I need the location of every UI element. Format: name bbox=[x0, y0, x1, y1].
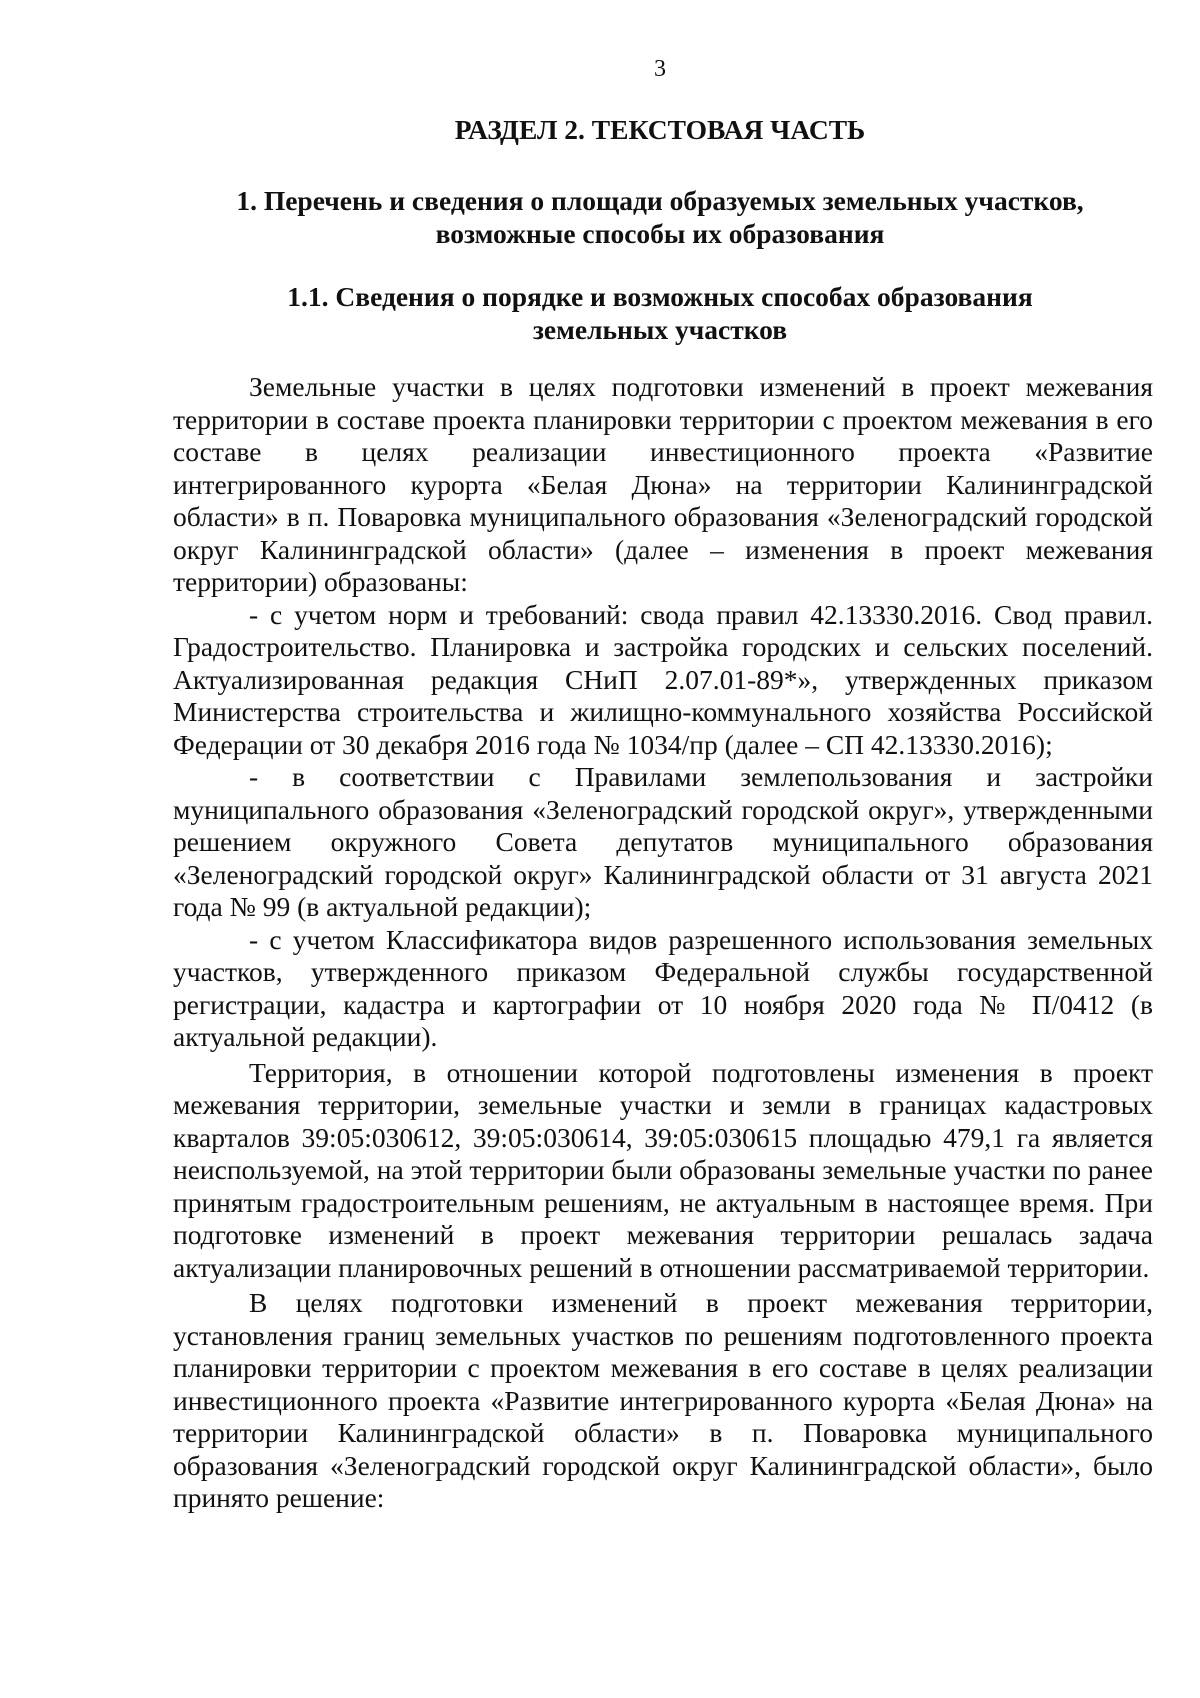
heading-1-1-line-2: земельных участков bbox=[532, 314, 788, 345]
section-heading-text: РАЗДЕЛ 2. ТЕКСТОВАЯ ЧАСТЬ bbox=[454, 114, 866, 145]
heading-1-line-1: 1. Перечень и сведения о площади образуемых земельных участков, bbox=[236, 185, 1084, 216]
paragraph-item-rules: - в соответствии с Правилами землепользования и застройки муниципального образования «Зеленоградский городской округ», утвержденными решением окружного Совета депутатов муниципального образования «Зеленоградский городской округ» Калининградской области от 31 августа 2021 года № 99 (в актуальной редакции); bbox=[173, 761, 1153, 922]
paragraph-item-classifier: - с учетом Классификатора видов разрешенного использования земельных участков, утвержденного приказом Федеральной службы государственной регистрации, кадастра и картографии от 10 ноября 2020 года № П/0412 (в актуальной редакции). bbox=[173, 923, 1153, 1052]
paragraph-intro: Земельные участки в целях подготовки изменений в проект межевания территории в составе проекта планировки территории с проектом межевания в его составе в целях реализации инвестиционного проекта «Развитие интегрированного курорта «Белая Дюна» на территории Калининградской области» в п. Поваровка муниципального образования «Зеленоградский городской округ Калининградской области» (далее – изменения в проект межевания территории) образованы: bbox=[173, 371, 1153, 597]
paragraph-territory: Территория, в отношении которой подготовлены изменения в проект межевания территории, земельные участки и земли в границах кадастровых кварталов 39:05:030612, 39:05:030614, 39:05:030615 площадью 479,1 га является неиспользуемой, на этой территории были образованы земельные участки по ранее принятым градостроительным решениям, не актуальным в настоящее время. При подготовке изменений в проект межевания территории решалась задача актуализации планировочных решений в отношении рассматриваемой территории. bbox=[173, 1056, 1153, 1283]
heading-1-1-line-1: 1.1. Сведения о порядке и возможных способах образования bbox=[287, 281, 1033, 312]
heading-1 bbox=[0, 184, 1200, 250]
page-number: 3 bbox=[654, 56, 666, 82]
paragraph-decision: В целях подготовки изменений в проект межевания территории, установления границ земельных участков по решениям подготовленного проекта планировки территории с проектом межевания в его составе в целях реализации инвестиционного проекта «Развитие интегрированного курорта «Белая Дюна» на территории Калининградской области» в п. Поваровка муниципального образования «Зеленоградский городской округ Калининградской области», было принято решение: bbox=[173, 1287, 1153, 1513]
body-text bbox=[173, 371, 1153, 1515]
heading-1-line-2: возможные способы их образования bbox=[435, 218, 885, 249]
heading-1-1 bbox=[0, 280, 1200, 346]
paragraph-item-sp: - с учетом норм и требований: свода правил 42.13330.2016. Свод правил. Градостроительство. Планировка и застройка городских и сельских поселений. Актуализированная редакция СНиП 2.07.01-89*», утвержденных приказом Министерства строительства и жилищно-коммунального хозяйства Российской Федерации от 30 декабря 2016 года № 1034/пр (далее – СП 42.13330.2016); bbox=[173, 598, 1153, 760]
section-heading bbox=[0, 113, 1200, 146]
